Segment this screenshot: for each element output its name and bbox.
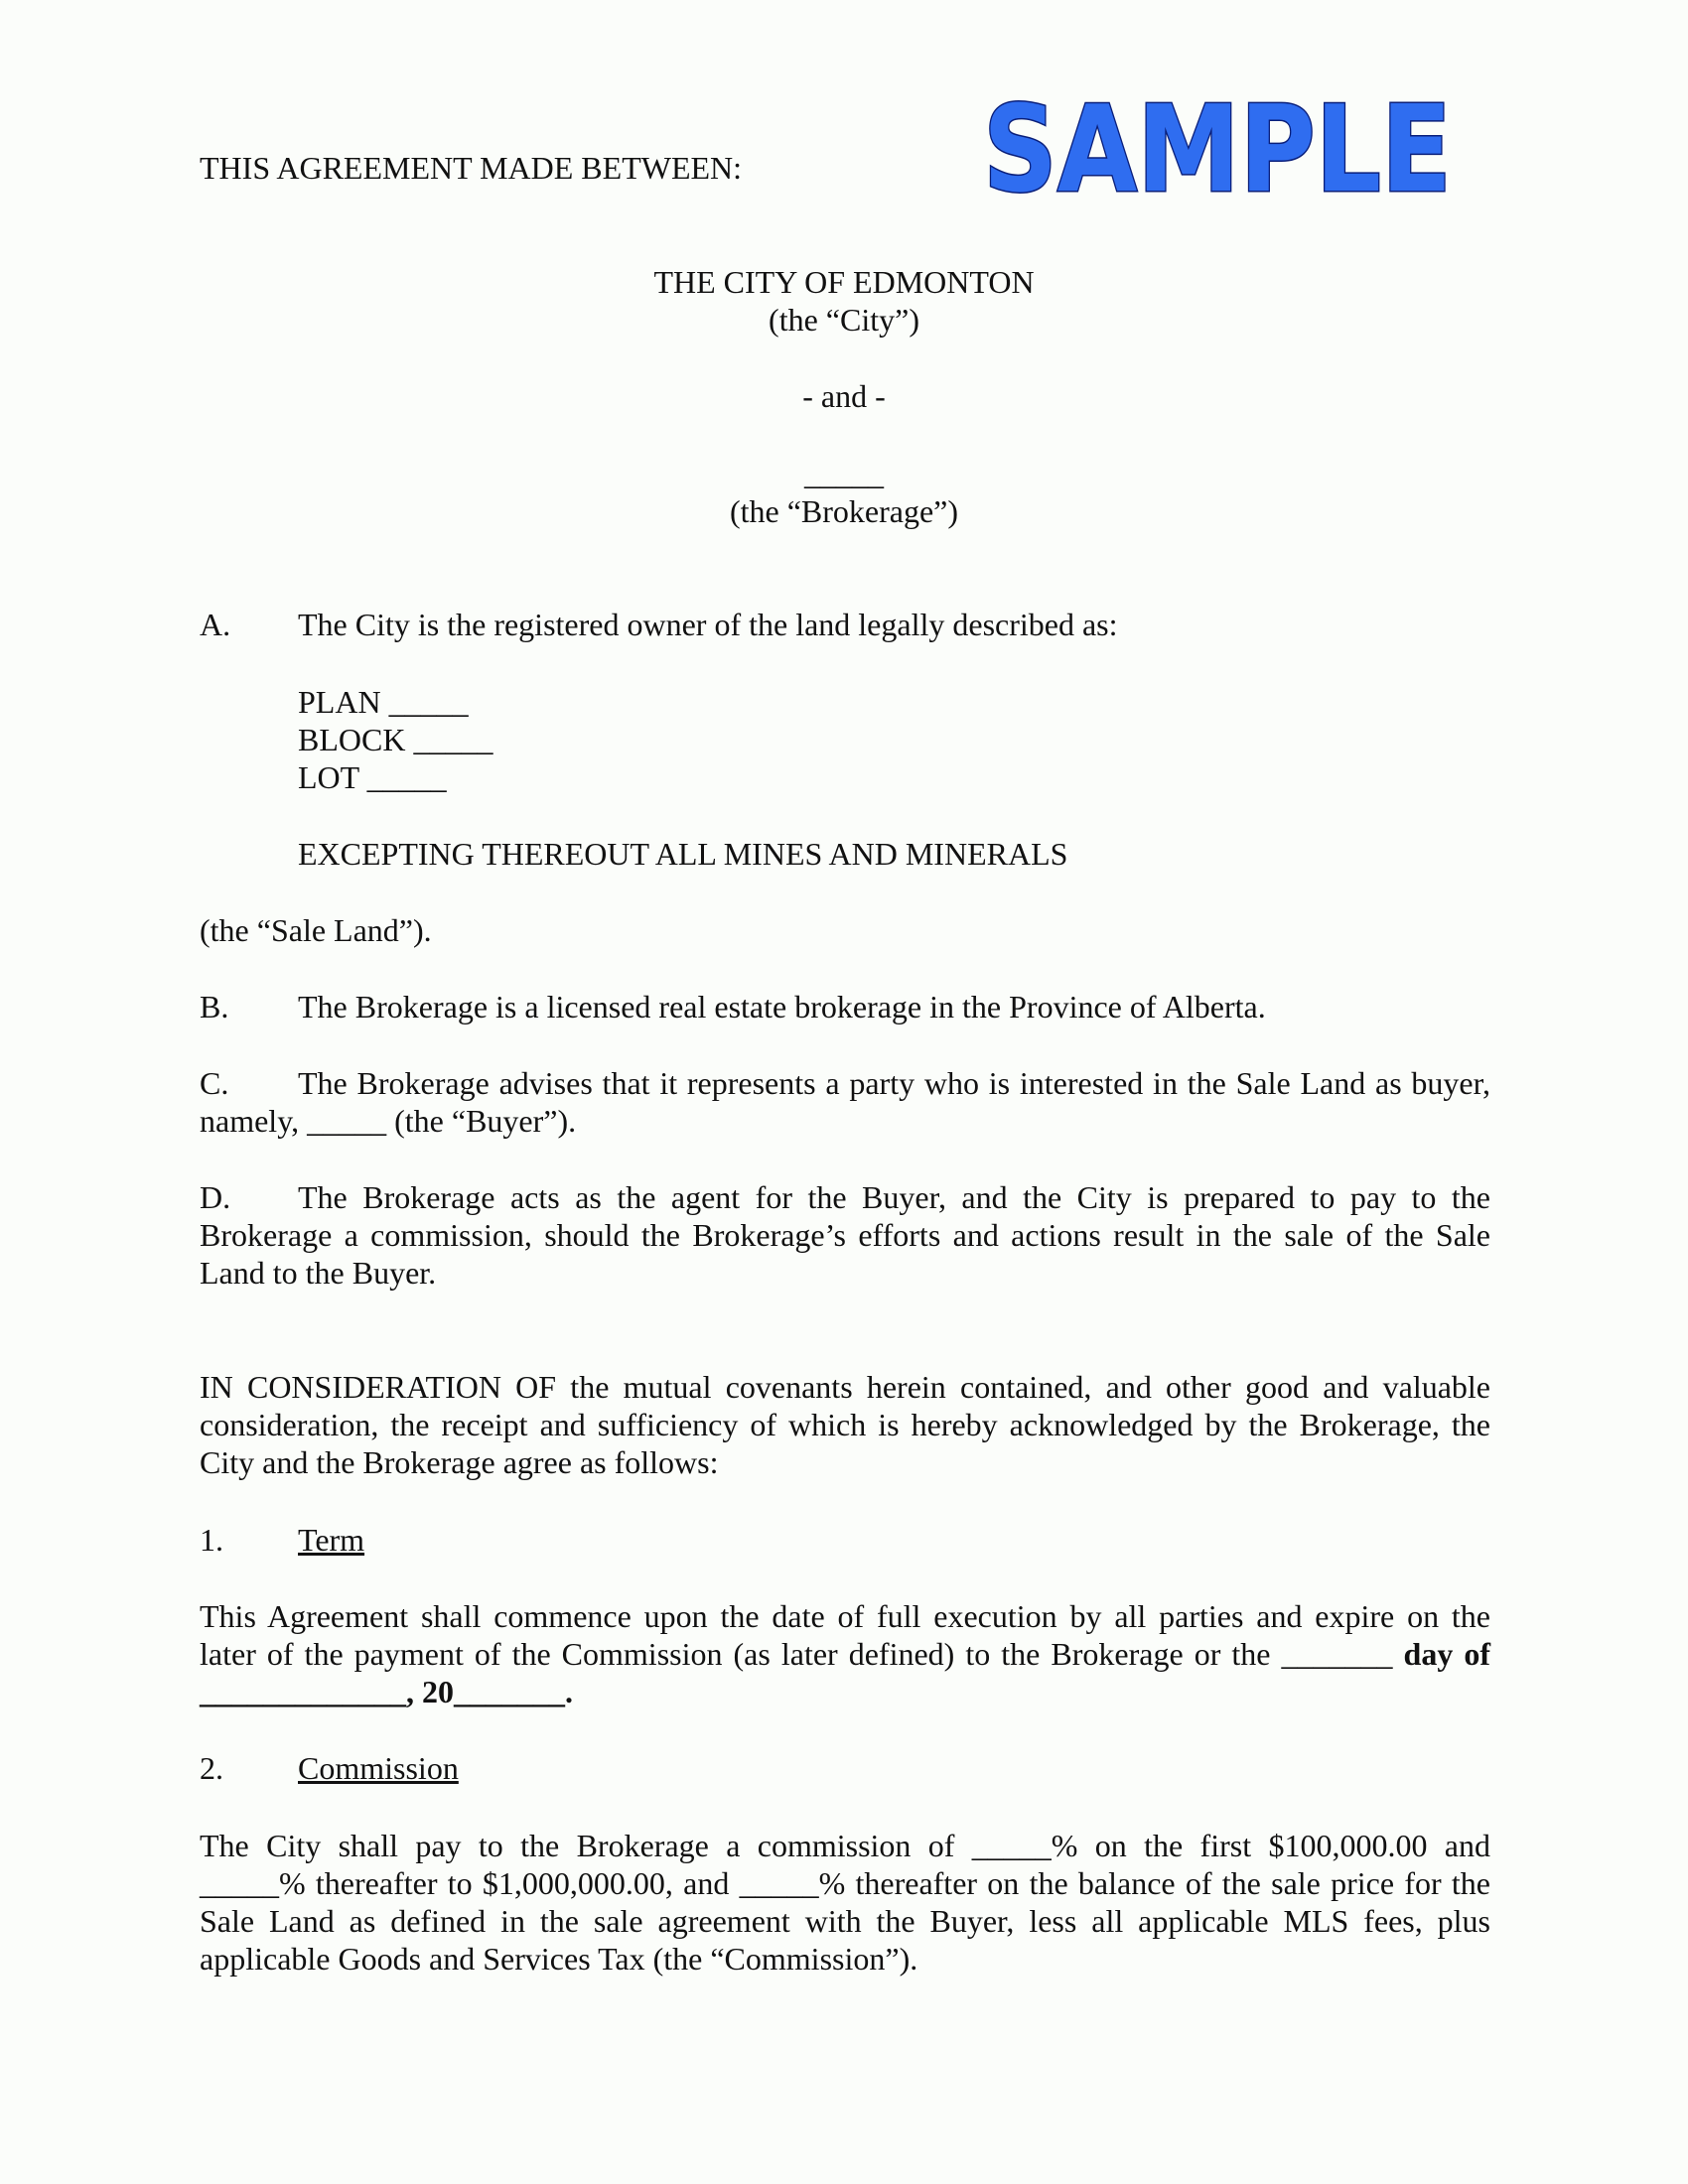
section-2-number: 2. <box>200 1750 223 1786</box>
section-1-line-2-text: later of the payment of the Commission (as later defined) to the Brokerage or the _______ <box>200 1636 1404 1672</box>
brokerage-name-blank: _____ <box>804 456 884 491</box>
recital-b-label: B. <box>200 989 229 1024</box>
section-1-title: Term <box>298 1522 365 1558</box>
section-2-line-4: applicable Goods and Services Tax (the “Commission”). <box>200 1941 918 1977</box>
recital-a-label: A. <box>200 607 231 642</box>
recital-d-line-3: Land to the Buyer. <box>200 1255 437 1291</box>
recital-c-line-2: namely, _____ (the “Buyer”). <box>200 1103 577 1139</box>
section-1-day-of: day of <box>1403 1636 1491 1672</box>
consideration-line-3: City and the Brokerage agree as follows: <box>200 1444 719 1480</box>
city-alias: (the “City”) <box>769 302 919 338</box>
sample-stamp-text: SAMPLE <box>983 81 1452 219</box>
sample-stamp <box>977 81 1458 219</box>
section-1-line-1: This Agreement shall commence upon the date of full execution by all parties and expire on the <box>200 1598 1490 1634</box>
agreement-intro: THIS AGREEMENT MADE BETWEEN: <box>200 150 743 186</box>
consideration-line-2: consideration, the receipt and sufficiency of which is hereby acknowledged by the Brokerage, the <box>200 1407 1490 1442</box>
recital-c-label: C. <box>200 1065 229 1101</box>
section-1-number: 1. <box>200 1522 223 1558</box>
brokerage-alias: (the “Brokerage”) <box>729 493 959 529</box>
section-1-line-2 <box>200 1635 1490 1674</box>
legal-block: BLOCK _____ <box>298 722 493 757</box>
recital-d-line-1: The Brokerage acts as the agent for the Buyer, and the City is prepared to pay to the <box>298 1179 1490 1215</box>
recital-d-label: D. <box>200 1179 231 1215</box>
sale-land-definition: (the “Sale Land”). <box>200 912 432 948</box>
section-2-line-3: Sale Land as defined in the sale agreement with the Buyer, less all applicable MLS fees, plus <box>200 1903 1490 1939</box>
recital-c-line-1: The Brokerage advises that it represents a party who is interested in the Sale Land as buyer, <box>298 1065 1490 1101</box>
excepting-clause: EXCEPTING THEREOUT ALL MINES AND MINERALS <box>298 836 1068 872</box>
section-2-line-2: _____% thereafter to $1,000,000.00, and _____% thereafter on the balance of the sale price for the <box>200 1865 1490 1901</box>
recital-a-text: The City is the registered owner of the land legally described as: <box>298 607 1118 642</box>
section-1-line-3: _____________, 20_______. <box>200 1674 573 1709</box>
legal-plan: PLAN _____ <box>298 684 469 720</box>
city-name: THE CITY OF EDMONTON <box>653 264 1035 300</box>
section-2-title: Commission <box>298 1750 459 1786</box>
recital-d-line-2: Brokerage a commission, should the Brokerage’s efforts and actions result in the sale of the Sale <box>200 1217 1490 1253</box>
and-separator: - and - <box>802 378 886 414</box>
recital-b-text: The Brokerage is a licensed real estate brokerage in the Province of Alberta. <box>298 989 1266 1024</box>
legal-lot: LOT _____ <box>298 759 447 795</box>
section-2-line-1: The City shall pay to the Brokerage a commission of _____% on the first $100,000.00 and <box>200 1828 1490 1863</box>
consideration-line-1: IN CONSIDERATION OF the mutual covenants herein contained, and other good and valuable <box>200 1369 1490 1405</box>
